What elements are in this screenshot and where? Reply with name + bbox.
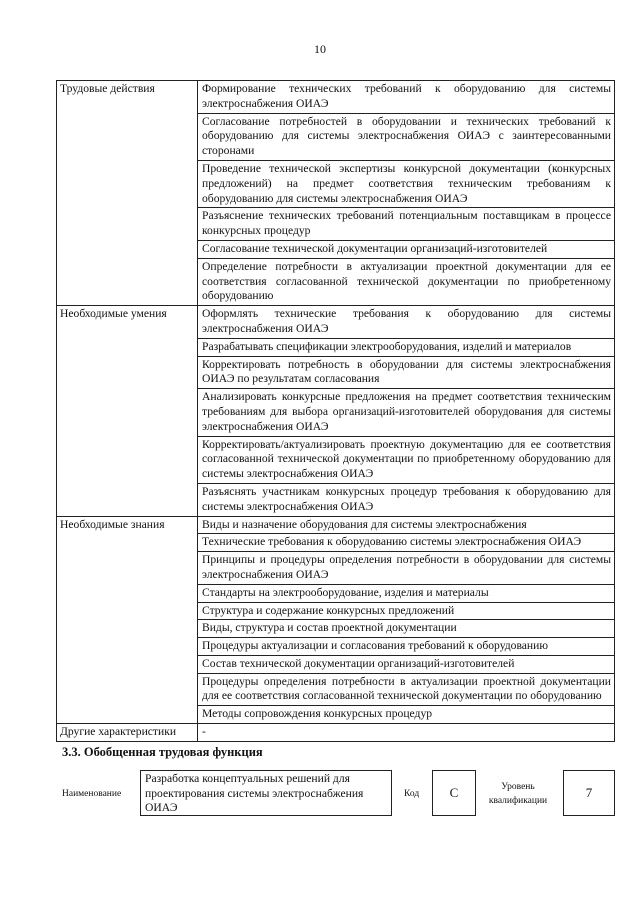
name-value: Разработка концептуальных решений для проектирования системы электроснабжения ОИАЭ	[145, 772, 364, 815]
row-group-label: Другие характеристики	[57, 724, 198, 742]
table-cell: Структура и содержание конкурсных предложений	[198, 602, 615, 620]
table-row	[57, 81, 615, 114]
table-cell: Разъяснять участникам конкурсных процедур требования к оборудованию для системы электроснабжения ОИАЭ	[198, 483, 615, 516]
qualification-level-label: Уровень квалификации	[488, 782, 548, 806]
table-cell: Формирование технических требований к оборудованию для системы электроснабжения ОИАЭ	[198, 81, 615, 114]
table-cell: Анализировать конкурсные предложения на предмет соответствия техническим требованиям для выбора организаций-изготовителей оборудования для системы электроснабжения ОИАЭ	[198, 389, 615, 436]
code-label: Код	[404, 789, 420, 799]
table-row	[57, 516, 615, 534]
code-value-box	[432, 770, 476, 816]
section-title: 3.3. Обобщенная трудовая функция	[62, 745, 263, 759]
table-cell: Разъяснение технических требований потенциальным поставщикам в процессе конкурсных процедур	[198, 208, 615, 241]
name-value-box	[140, 770, 392, 816]
table-cell: Корректировать/актуализировать проектную документацию для ее соответствия согласованной технической документации по приобретенному оборудованию для системы электроснабжения ОИАЭ	[198, 436, 615, 483]
table-cell: Технические требования к оборудованию системы электроснабжения ОИАЭ	[198, 534, 615, 552]
table-row	[57, 306, 615, 339]
row-group-label: Необходимые знания	[57, 516, 198, 724]
table-row	[57, 724, 615, 742]
table-cell: Определение потребности в актуализации проектной документации для ее соответствия согласованной технической документации по приобретенному оборудованию	[198, 258, 615, 305]
page-number: 10	[314, 42, 326, 56]
table-cell: Согласование технической документации организаций-изготовителей	[198, 240, 615, 258]
row-group-label: Необходимые умения	[57, 306, 198, 516]
table-cell: Оформлять технические требования к оборудованию для системы электроснабжения ОИАЭ	[198, 306, 615, 339]
table-cell: Виды, структура и состав проектной документации	[198, 620, 615, 638]
table-cell: Согласование потребностей в оборудовании и технических требований к оборудованию для системы электроснабжения ОИАЭ с заинтересованными сторонами	[198, 113, 615, 160]
table-cell: Состав технической документации организаций-изготовителей	[198, 655, 615, 673]
qualification-level-value: 7	[585, 785, 593, 800]
table-cell: Методы сопровождения конкурсных процедур	[198, 706, 615, 724]
code-value: C	[449, 785, 459, 800]
table-cell: Принципы и процедуры определения потребности в оборудовании для системы электроснабжения ОИАЭ	[198, 552, 615, 585]
table-cell: Проведение технической экспертизы конкурсной документации (конкурсных предложений) на предмет соответствия техническим требованиям к оборудованию для системы электроснабжения ОИАЭ	[198, 160, 615, 207]
table-cell: Процедуры определения потребности в актуализации проектной документации для ее соответствия согласованной технической документации по оборудованию	[198, 673, 615, 706]
table-cell: Разрабатывать спецификации электрооборудования, изделий и материалов	[198, 338, 615, 356]
table-cell: Стандарты на электрооборудование, изделия и материалы	[198, 584, 615, 602]
table-cell: Корректировать потребность в оборудовании для системы электроснабжения ОИАЭ по результатам согласования	[198, 356, 615, 389]
labor-function-table	[56, 80, 615, 742]
table-cell: Процедуры актуализации и согласования требований к оборудованию	[198, 638, 615, 656]
table-cell: -	[198, 724, 615, 742]
row-group-label: Трудовые действия	[57, 81, 198, 306]
table-cell: Виды и назначение оборудования для системы электроснабжения	[198, 516, 615, 534]
qualification-level-box	[563, 770, 615, 816]
name-label: Наименование	[62, 789, 122, 799]
